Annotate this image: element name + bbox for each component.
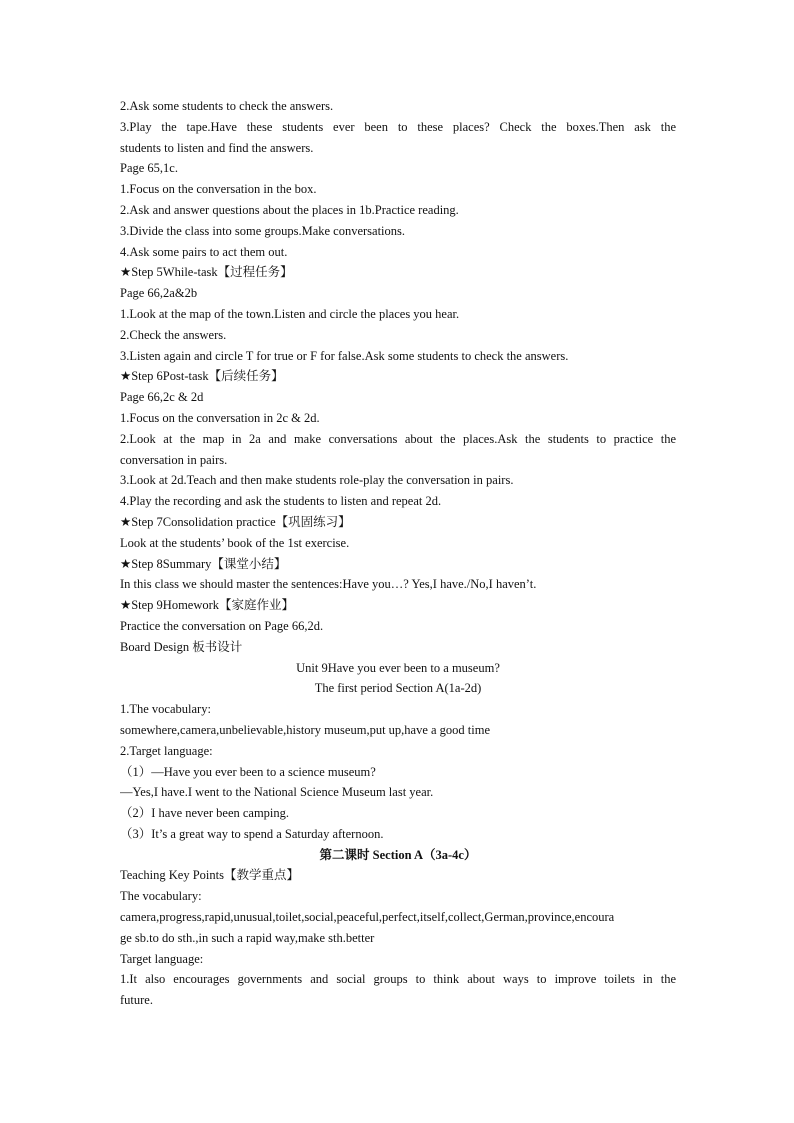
board-title: Unit 9Have you ever been to a museum? xyxy=(296,660,500,675)
step-heading: ★Step 5While-task【过程任务】 xyxy=(120,265,293,280)
text-line: 3.Divide the class into some groups.Make conversations. xyxy=(120,223,406,238)
text-line: The vocabulary: xyxy=(120,889,202,904)
text-line: 1.It also encourages governments and social groups to think about ways to improve toilets in the xyxy=(120,972,676,987)
text-line: 3.Listen again and circle T for true or F for false.Ask some students to check the answers. xyxy=(120,348,569,363)
text-line: somewhere,camera,unbelievable,history museum,put up,have a good time xyxy=(120,722,491,737)
text-line: Practice the conversation on Page 66,2d. xyxy=(120,618,324,633)
document-page xyxy=(120,96,676,1011)
text-line: 2.Ask and answer questions about the places in 1b.Practice reading. xyxy=(120,202,459,217)
text-line: 2.Ask some students to check the answers. xyxy=(120,99,334,113)
text-line: 2.Look at the map in 2a and make conversations about the places.Ask the students to practice the xyxy=(120,431,676,446)
step-heading: ★Step 7Consolidation practice【巩固练习】 xyxy=(120,514,351,529)
text-line: 1.Look at the map of the town.Listen and circle the places you hear. xyxy=(120,306,460,321)
text-line: Page 66,2c & 2d xyxy=(120,390,204,405)
text-line: Page 66,2a&2b xyxy=(120,286,198,301)
step-heading: ★Step 8Summary【课堂小结】 xyxy=(120,556,287,571)
text-line: 2.Check the answers. xyxy=(120,327,227,342)
text-line: 1.Focus on the conversation in the box. xyxy=(120,182,317,197)
text-line: 2.Target language: xyxy=(120,743,213,758)
text-line: 3.Play the tape.Have these students ever been to these places? Check the boxes.Then ask the xyxy=(120,119,676,134)
text-line: Look at the students’ book of the 1st exercise. xyxy=(120,535,350,550)
text-line: 4.Ask some pairs to act them out. xyxy=(120,244,288,259)
text-line: （3）It’s a great way to spend a Saturday afternoon. xyxy=(120,826,384,841)
step-heading: ★Step 9Homework【家庭作业】 xyxy=(120,598,295,613)
text-line: 1.The vocabulary: xyxy=(120,702,211,717)
lesson-heading: 第二课时 Section A（3a-4c） xyxy=(319,847,477,862)
text-line: ge sb.to do sth.,in such a rapid way,make sth.better xyxy=(120,930,375,945)
section-heading: Teaching Key Points【教学重点】 xyxy=(120,868,299,883)
text-line: （2）I have never been camping. xyxy=(120,806,290,821)
section-heading: Board Design 板书设计 xyxy=(120,639,243,654)
text-line: In this class we should master the sentences:Have you…? Yes,I have./No,I haven’t. xyxy=(120,577,537,592)
text-line: Page 65,1c. xyxy=(120,161,178,176)
board-subtitle: The first period Section A(1a-2d) xyxy=(314,681,482,696)
text-line: camera,progress,rapid,unusual,toilet,social,peaceful,perfect,itself,collect,German,province,encoura xyxy=(120,910,615,925)
step-heading: ★Step 6Post-task【后续任务】 xyxy=(120,369,284,384)
text-line: 1.Focus on the conversation in 2c & 2d. xyxy=(120,410,320,425)
text-line: —Yes,I have.I went to the National Science Museum last year. xyxy=(120,785,434,800)
text-line: conversation in pairs. xyxy=(120,452,228,467)
text-line: students to listen and find the answers. xyxy=(120,140,314,155)
text-line: （1）—Have you ever been to a science museum? xyxy=(120,764,376,779)
text-line: future. xyxy=(120,993,153,1008)
text-line: Target language: xyxy=(120,951,204,966)
text-line: 4.Play the recording and ask the students to listen and repeat 2d. xyxy=(120,494,442,509)
text-line: 3.Look at 2d.Teach and then make students role-play the conversation in pairs. xyxy=(120,473,514,488)
